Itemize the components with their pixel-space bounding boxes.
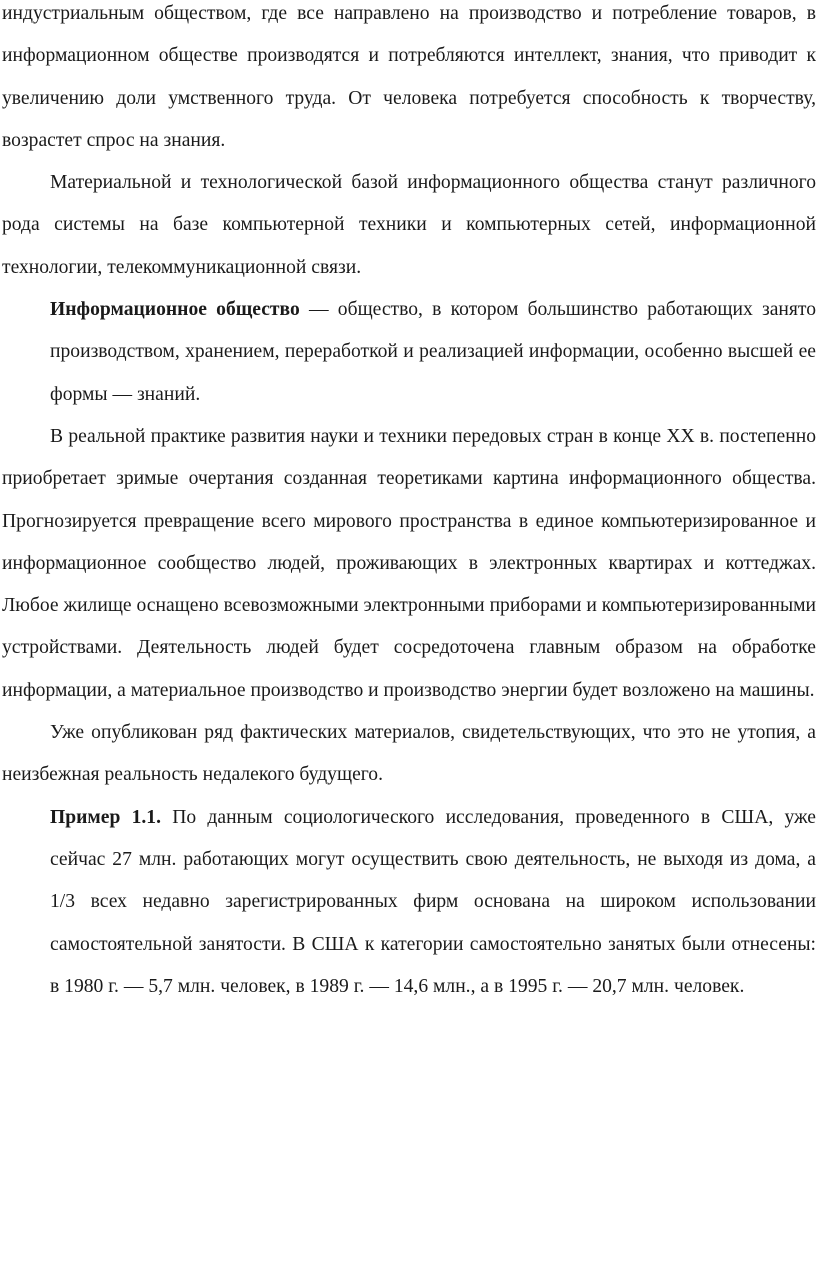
definition-text: — общество, в котором большинство работающих занято производством, хранением, переработкой и реализацией информации, особенно высшей ее формы — знаний. xyxy=(50,299,816,405)
paragraph-material-base: Материальной и технологической базой информационного общества станут различного рода системы на базе компьютерной техники и компьютерных сетей, информационной технологии, телекоммуникационной связи. xyxy=(2,172,816,278)
paragraph-industrial-society: индустриальным обществом, где все направлено на производство и потребление товаров, в информационном обществе производятся и потребляются интеллект, знания, что приводит к увеличению доли умственного труда. От человека потребуется способность к творчеству, возрастет спрос на знания. xyxy=(2,3,816,151)
example-paragraph xyxy=(50,797,816,1008)
example-text: По данным социологического исследования, проведенного в США, уже сейчас 27 млн. работающих могут осуществить свою деятельность, не выходя из дома, а 1/3 всех недавно зарегистрированных фирм основана на широком использовании самостоятельной занятости. В США к категории самостоятельно занятых были отнесены: в 1980 г. — 5,7 млн. человек, в 1989 г. — 14,6 млн., а в 1995 г. — 20,7 млн. человек. xyxy=(50,806,816,997)
paragraph-published-materials: Уже опубликован ряд фактических материалов, свидетельствующих, что это не утопия, а неизбежная реальность недалекого будущего. xyxy=(2,722,816,786)
definition-paragraph xyxy=(50,289,816,416)
definition-term: Информационное общество xyxy=(50,299,300,321)
example-label: Пример 1.1. xyxy=(50,806,161,828)
definition-block xyxy=(2,289,816,416)
example-block xyxy=(2,797,816,1008)
paragraph-real-practice: В реальной практике развития науки и техники передовых стран в конце XX в. постепенно приобретает зримые очертания созданная теоретиками картина информационного общества. Прогнозируется превращение всего мирового пространства в единое компьютеризированное и информационное сообщество людей, проживающих в электронных квартирах и коттеджах. Любое жилище оснащено всевозможными электронными приборами и компьютеризированными устройствами. Деятельность людей будет сосредоточена главным образом на обработке информации, а материальное производство и производство энергии будет возложено на машины. xyxy=(2,425,816,701)
